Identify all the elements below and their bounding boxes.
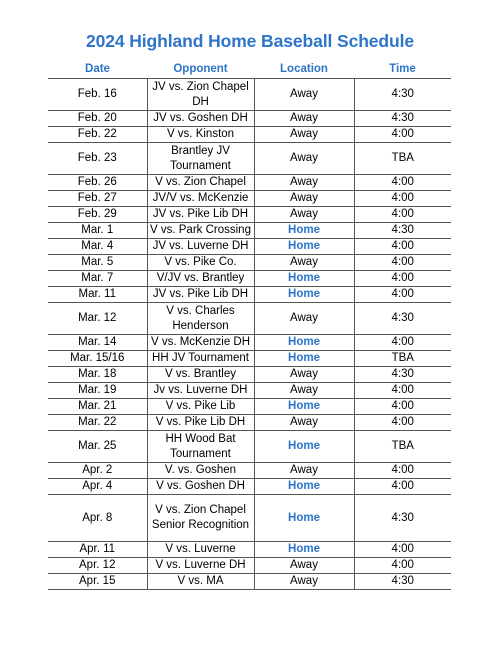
game-time: 4:00 [354,463,451,479]
game-time: 4:30 [354,223,451,239]
game-date: Mar. 21 [48,399,147,415]
game-time: 4:00 [354,191,451,207]
game-date: Apr. 11 [48,542,147,558]
table-row [48,399,451,415]
game-time: 4:00 [354,255,451,271]
game-date: Mar. 14 [48,335,147,351]
game-opponent: HH Wood Bat Tournament [147,431,254,463]
game-opponent: JV vs. Pike Lib DH [147,287,254,303]
game-location: Home [254,287,354,303]
game-opponent: HH JV Tournament [147,351,254,367]
table-row [48,495,451,542]
table-row [48,239,451,255]
game-location: Home [254,542,354,558]
game-time: 4:00 [354,175,451,191]
game-opponent: V vs. Pike Lib [147,399,254,415]
game-location: Home [254,239,354,255]
game-time: 4:00 [354,542,451,558]
game-location: Home [254,399,354,415]
game-opponent: Brantley JV Tournament [147,143,254,175]
game-location: Away [254,303,354,335]
header-date: Date [48,60,147,79]
table-row [48,303,451,335]
game-time: 4:00 [354,479,451,495]
game-time: 4:00 [354,271,451,287]
game-time: 4:00 [354,558,451,574]
table-row [48,335,451,351]
game-location: Home [254,271,354,287]
game-date: Mar. 22 [48,415,147,431]
game-time: 4:30 [354,495,451,542]
game-opponent: V vs. MA [147,574,254,590]
game-location: Away [254,463,354,479]
game-opponent: V vs. Zion Chapel Senior Recognition [147,495,254,542]
table-row [48,223,451,239]
game-date: Mar. 7 [48,271,147,287]
game-location: Away [254,574,354,590]
game-time: 4:00 [354,415,451,431]
game-date: Feb. 22 [48,127,147,143]
table-row [48,79,451,111]
game-time: 4:30 [354,367,451,383]
table-row [48,271,451,287]
game-date: Mar. 5 [48,255,147,271]
game-date: Mar. 11 [48,287,147,303]
header-time: Time [354,60,451,79]
header-location: Location [254,60,354,79]
game-date: Apr. 8 [48,495,147,542]
game-opponent: JV vs. Goshen DH [147,111,254,127]
table-row [48,175,451,191]
game-opponent: JV/V vs. McKenzie [147,191,254,207]
header-row [48,60,451,79]
game-opponent: V vs. McKenzie DH [147,335,254,351]
game-location: Away [254,367,354,383]
game-opponent: V vs. Charles Henderson [147,303,254,335]
game-location: Away [254,255,354,271]
game-opponent: V vs. Luverne [147,542,254,558]
game-location: Away [254,127,354,143]
game-location: Away [254,207,354,223]
game-date: Apr. 15 [48,574,147,590]
table-row [48,383,451,399]
table-row [48,287,451,303]
table-row [48,255,451,271]
game-time: TBA [354,431,451,463]
game-opponent: V. vs. Goshen [147,463,254,479]
game-date: Mar. 25 [48,431,147,463]
game-location: Home [254,335,354,351]
game-opponent: JV vs. Luverne DH [147,239,254,255]
table-row [48,574,451,590]
game-opponent: JV vs. Zion Chapel DH [147,79,254,111]
table-row [48,127,451,143]
game-opponent: V vs. Pike Co. [147,255,254,271]
game-time: 4:00 [354,287,451,303]
game-location: Away [254,143,354,175]
game-time: 4:00 [354,383,451,399]
game-opponent: V vs. Park Crossing [147,223,254,239]
game-date: Mar. 1 [48,223,147,239]
game-date: Mar. 15/16 [48,351,147,367]
game-date: Apr. 12 [48,558,147,574]
game-location: Home [254,495,354,542]
game-opponent: V vs. Pike Lib DH [147,415,254,431]
game-time: 4:30 [354,79,451,111]
table-row [48,351,451,367]
game-time: 4:00 [354,127,451,143]
header-opponent: Opponent [147,60,254,79]
game-time: 4:00 [354,335,451,351]
game-location: Home [254,223,354,239]
table-row [48,415,451,431]
game-date: Apr. 4 [48,479,147,495]
table-row [48,143,451,175]
game-location: Away [254,191,354,207]
table-row [48,463,451,479]
game-date: Feb. 23 [48,143,147,175]
game-time: TBA [354,143,451,175]
game-opponent: V/JV vs. Brantley [147,271,254,287]
game-location: Home [254,431,354,463]
game-opponent: V vs. Zion Chapel [147,175,254,191]
table-row [48,111,451,127]
page-title: 2024 Highland Home Baseball Schedule [85,31,415,51]
table-row [48,207,451,223]
game-date: Feb. 27 [48,191,147,207]
game-time: 4:00 [354,399,451,415]
game-time: 4:30 [354,111,451,127]
game-date: Mar. 19 [48,383,147,399]
game-location: Away [254,79,354,111]
game-opponent: V vs. Brantley [147,367,254,383]
table-row [48,542,451,558]
game-date: Mar. 18 [48,367,147,383]
game-location: Away [254,558,354,574]
game-location: Away [254,415,354,431]
game-date: Feb. 20 [48,111,147,127]
game-opponent: V vs. Goshen DH [147,479,254,495]
game-location: Away [254,175,354,191]
game-date: Apr. 2 [48,463,147,479]
game-date: Feb. 16 [48,79,147,111]
game-time: 4:00 [354,239,451,255]
schedule-table [48,60,451,590]
game-time: 4:30 [354,303,451,335]
table-row [48,431,451,463]
game-opponent: V vs. Luverne DH [147,558,254,574]
game-opponent: JV vs. Pike Lib DH [147,207,254,223]
game-opponent: V vs. Kinston [147,127,254,143]
game-time: 4:00 [354,207,451,223]
game-time: 4:30 [354,574,451,590]
game-location: Home [254,479,354,495]
game-date: Mar. 4 [48,239,147,255]
table-row [48,367,451,383]
game-date: Feb. 29 [48,207,147,223]
table-row [48,191,451,207]
game-location: Away [254,383,354,399]
game-opponent: Jv vs. Luverne DH [147,383,254,399]
table-row [48,479,451,495]
game-date: Mar. 12 [48,303,147,335]
game-location: Home [254,351,354,367]
game-location: Away [254,111,354,127]
game-time: TBA [354,351,451,367]
table-row [48,558,451,574]
game-date: Feb. 26 [48,175,147,191]
